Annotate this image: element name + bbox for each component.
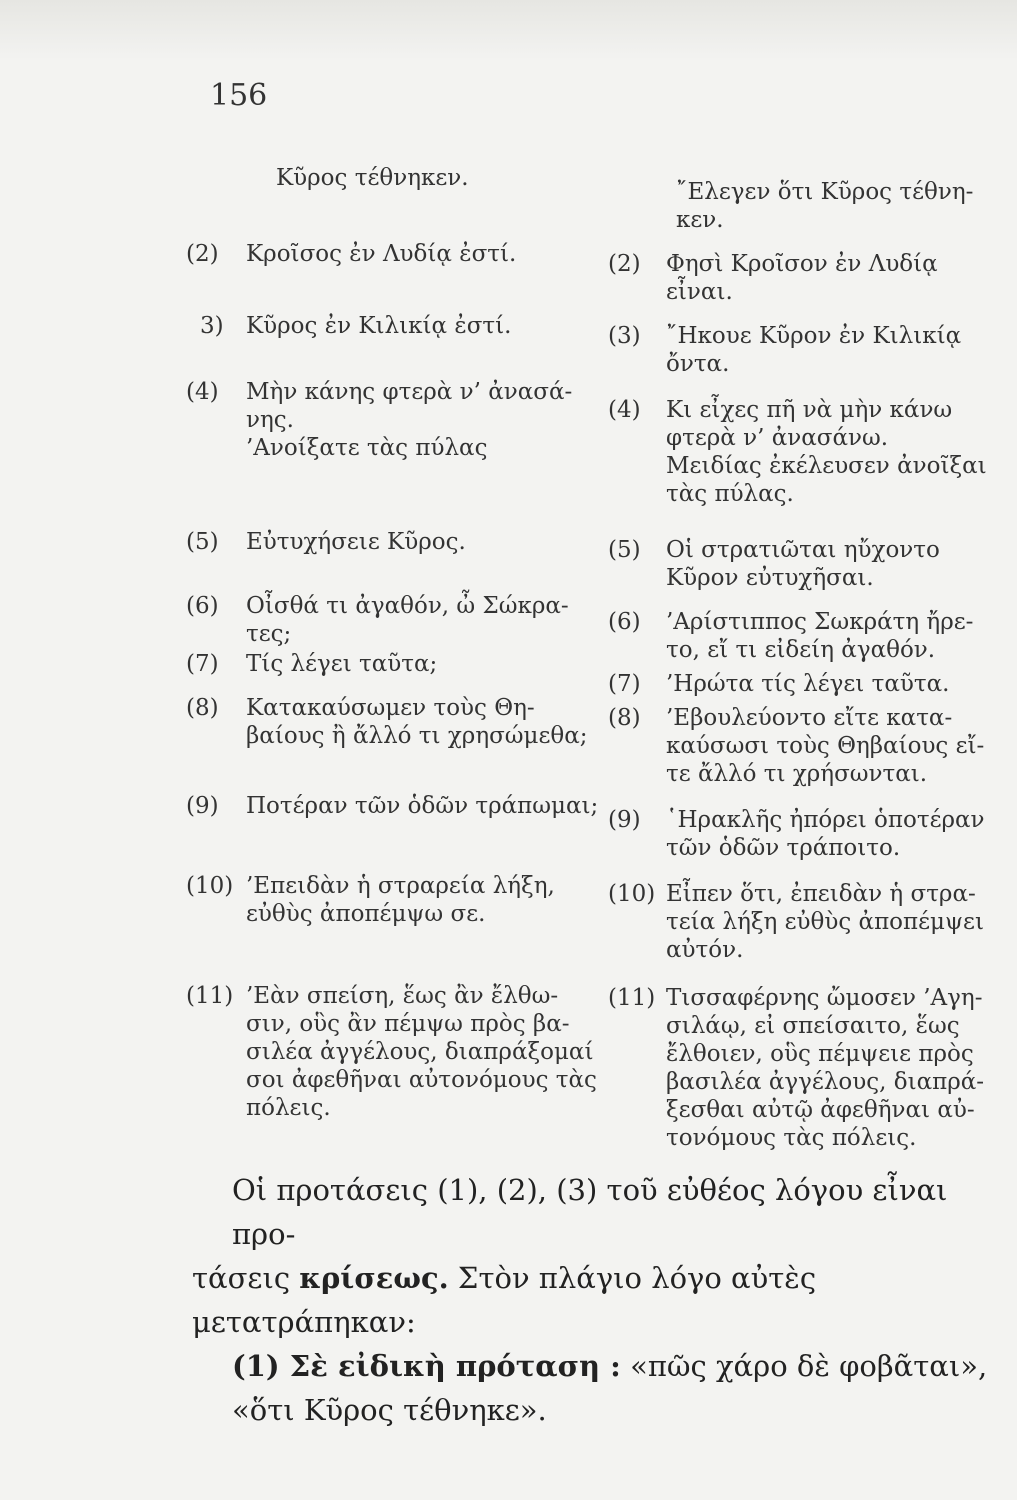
left-entry-6-text: Οἶσθά τι ἀγαθόν, ὦ Σώκρα- τες;	[246, 593, 569, 647]
left-entry-9	[186, 792, 606, 820]
paragraph-line-4	[192, 1388, 992, 1432]
left-entry-2	[186, 240, 606, 268]
left-entry-7	[186, 650, 606, 678]
paragraph-line-2-rest: Στὸν πλάγιο λόγο αὐτὲς μετατράπηκαν:	[192, 1261, 817, 1339]
right-entry-5-text: Οἱ στρατιῶται ηὔχοντο Κῦρον εὐτυχῆσαι.	[666, 537, 940, 591]
right-entry-6-text: ’Αρίστιππος Σωκράτη ἤρε- το, εἴ τι εἰδείη ἀγαθόν.	[666, 609, 974, 663]
left-entry-4-text: Μὴν κάνης φτερὰ ν’ ἀνασά- νης. ’Ανοίξατε τὰς πύλας	[246, 379, 573, 461]
left-entry-5	[186, 528, 606, 556]
left-entry-7-text: Τίς λέγει ταῦτα;	[246, 651, 438, 677]
left-entry-8-number: (8)	[186, 695, 219, 721]
right-entry-9-text: ῾Ηρακλῆς ἠπόρει ὁποτέραν τῶν ὁδῶν τράποιτο.	[666, 807, 985, 861]
left-entry-3-number: 3)	[200, 313, 224, 339]
left-entry-5-number: (5)	[186, 529, 219, 555]
left-entry-8-text: Κατακαύσωμεν τοὺς Θη- βαίους ἢ ἄλλό τι χρησώμεθα;	[246, 695, 588, 749]
left-entry-4-number: (4)	[186, 379, 219, 405]
right-entry-9-number: (9)	[608, 807, 641, 833]
right-entry-11-text: Τισσαφέρνης ὤμοσεν ’Αγη- σιλάῳ, εἰ σπείσαιτο, ἕως ἔλθοιεν, οὓς πέμψειε πρὸς βασιλέα ἀγγέλους, διαπρά- ξεσθαι αὐτῷ ἀφεθῆναι αὐ- τονόμους τὰς πόλεις.	[666, 985, 985, 1151]
left-entry-6-number: (6)	[186, 593, 219, 619]
right-entry-6	[608, 608, 988, 664]
left-entry-5-text: Εὐτυχήσειε Κῦρος.	[246, 529, 466, 555]
right-entry-6-number: (6)	[608, 609, 641, 635]
left-entry-1-text: Κῦρος τέθνηκεν.	[276, 165, 469, 191]
right-entry-7	[608, 670, 988, 698]
right-entry-2-text: Φησὶ Κροῖσον ἐν Λυδίᾳ εἶναι.	[666, 251, 938, 305]
scan-edge-shadow	[0, 0, 1017, 60]
paragraph-line-3	[192, 1344, 992, 1388]
left-entry-10-number: (10)	[186, 873, 234, 899]
page-number: 156	[210, 78, 268, 113]
right-entry-5	[608, 536, 988, 592]
left-entry-11-number: (11)	[186, 983, 234, 1009]
left-entry-7-number: (7)	[186, 651, 219, 677]
paragraph-line-3-text: «πῶς χάρο δὲ φοβᾶται»,	[620, 1349, 988, 1383]
right-entry-10-text: Εἶπεν ὅτι, ἐπειδὰν ἡ στρα- τεία λήξη εὐθὺς ἀποπέμψει αὐτόν.	[666, 881, 984, 963]
right-entry-9	[608, 806, 988, 862]
right-entry-1-text: ῎Ελεγεν ὅτι Κῦρος τέθνη- κεν.	[676, 179, 974, 233]
right-entry-4-number: (4)	[608, 397, 641, 423]
paragraph-line-1	[192, 1168, 992, 1256]
right-entry-7-number: (7)	[608, 671, 641, 697]
right-entry-8-text: ’Εβουλεύοντο εἴτε κατα- καύσωσι τοὺς Θηβαίους εἴ- τε ἄλλό τι χρήσωνται.	[666, 705, 985, 787]
right-entry-5-number: (5)	[608, 537, 641, 563]
left-entry-4	[186, 378, 606, 462]
left-entry-6	[186, 592, 606, 648]
left-entry-2-text: Κροῖσος ἐν Λυδίᾳ ἐστί.	[246, 241, 517, 267]
right-entry-8-number: (8)	[608, 705, 641, 731]
right-entry-3	[608, 322, 988, 378]
explanation-paragraph	[192, 1168, 992, 1432]
paragraph-line-2	[192, 1256, 992, 1344]
right-entry-2-number: (2)	[608, 251, 641, 277]
left-entry-9-text: Ποτέραν τῶν ὁδῶν τράπωμαι;	[246, 793, 599, 819]
paragraph-heading-bold: (1) Σὲ εἰδικὴ πρόταση :	[232, 1349, 621, 1383]
left-entry-11	[186, 982, 606, 1122]
left-entry-10-text: ’Επειδὰν ἡ στραρεία λήξη, εὐθὺς ἀποπέμψω σε.	[246, 873, 555, 927]
right-entry-10	[608, 880, 988, 964]
right-entry-10-number: (10)	[608, 881, 656, 907]
paragraph-bold-term: κρίσεως.	[299, 1261, 449, 1295]
paragraph-line-2-text: τάσεις	[192, 1261, 300, 1295]
paragraph-line-4-text: «ὅτι Κῦρος τέθνηκε».	[232, 1393, 547, 1427]
right-entry-4-text: Κι εἶχες πῆ νὰ μὴν κάνω φτερὰ ν’ ἀνασάνω. Μειδίας ἐκέλευσεν ἀνοῖξαι τὰς πύλας.	[666, 397, 987, 507]
right-entry-8	[608, 704, 988, 788]
left-entry-11-text: ’Εὰν σπείση, ἕως ἂν ἔλθω- σιν, οὓς ἂν πέμψω πρὸς βα- σιλέα ἀγγέλους, διαπράξομαί σοι ἀφεθῆναι αὐτονόμους τὰς πόλεις.	[246, 983, 597, 1121]
left-entry-10	[186, 872, 606, 928]
right-entry-2	[608, 250, 988, 306]
right-entry-4	[608, 396, 988, 508]
right-entry-1	[608, 178, 988, 234]
right-entry-11-number: (11)	[608, 985, 656, 1011]
right-entry-3-text: ῎Ηκουε Κῦρον ἐν Κιλικίᾳ ὄντα.	[666, 323, 962, 377]
right-entry-7-text: ’Ηρώτα τίς λέγει ταῦτα.	[666, 671, 950, 697]
left-entry-2-number: (2)	[186, 241, 219, 267]
right-entry-11	[608, 984, 988, 1152]
left-entry-8	[186, 694, 606, 750]
right-entry-3-number: (3)	[608, 323, 641, 349]
left-entry-9-number: (9)	[186, 793, 219, 819]
left-entry-3-text: Κῦρος ἐν Κιλικίᾳ ἐστί.	[246, 313, 512, 339]
paragraph-line-1-text: Οἱ προτάσεις (1), (2), (3) τοῦ εὐθέος λόγου εἶναι προ-	[232, 1173, 948, 1251]
left-entry-1	[186, 164, 606, 192]
left-entry-3	[186, 312, 606, 340]
